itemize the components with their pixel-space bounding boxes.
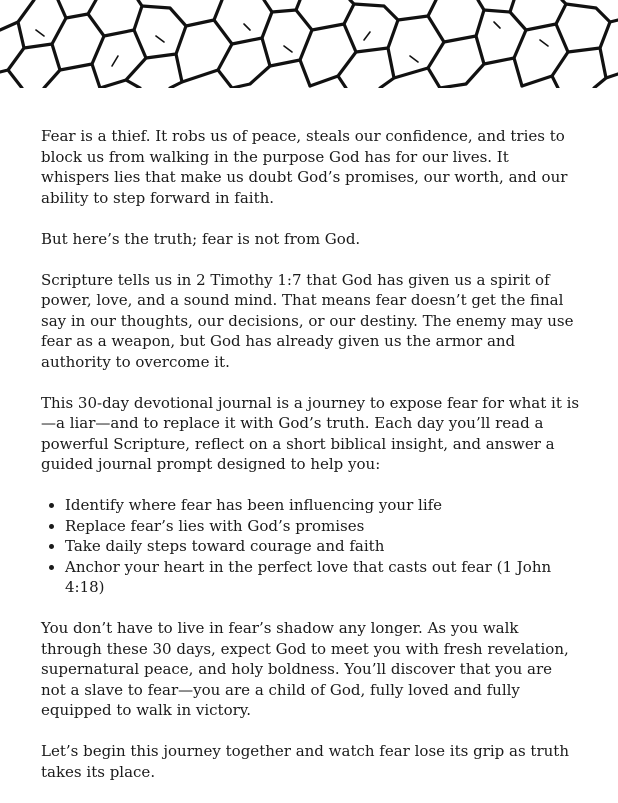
cracked-stone-header-icon bbox=[0, 0, 618, 88]
intro-paragraph-4: This 30-day devotional journal is a journey to expose fear for what it is—a liar—and to replace it with God’s truth. Each day you’ll read a powerful Scripture, reflect on a short biblical insight, and answer a guided journal prompt designed to help you: bbox=[41, 393, 580, 473]
intro-paragraph-2: But here’s the truth; fear is not from God. bbox=[41, 229, 361, 248]
list-item: • Identify where fear has been influencing your life bbox=[65, 495, 581, 516]
closing-paragraph-1: You don’t have to live in fear’s shadow any longer. As you walk through these 30 days, expect God to meet you with fresh revelation, supernatural peace, and holy boldness. You’ll discover that you are not a slave to fear—you are a child of God, fully loved and fully equipped to walk in victory. bbox=[41, 619, 569, 719]
list-item: • Take daily steps toward courage and faith bbox=[65, 536, 581, 557]
list-item: • Anchor your heart in the perfect love that casts out fear (1 John 4:18) bbox=[65, 557, 581, 598]
journal-goals-list bbox=[41, 495, 581, 598]
intro-paragraph-3: Scripture tells us in 2 Timothy 1:7 that God has given us a spirit of power, love, and a sound mind. That means fear doesn’t get the final say in our thoughts, our decisions, or our destiny. The enemy may use fear as a weapon, but God has already given us the armor and authority to overcome it. bbox=[41, 270, 574, 371]
closing-paragraph-2: Let’s begin this journey together and watch fear lose its grip as truth takes its place. bbox=[41, 742, 569, 781]
list-item: • Replace fear’s lies with God’s promises bbox=[65, 516, 581, 537]
devotional-intro bbox=[41, 126, 581, 803]
intro-paragraph-1: Fear is a thief. It robs us of peace, steals our confidence, and tries to block us from walking in the purpose God has for our lives. It whispers lies that make us doubt God’s promises, our worth, and our ability to step forward in faith. bbox=[41, 127, 568, 207]
